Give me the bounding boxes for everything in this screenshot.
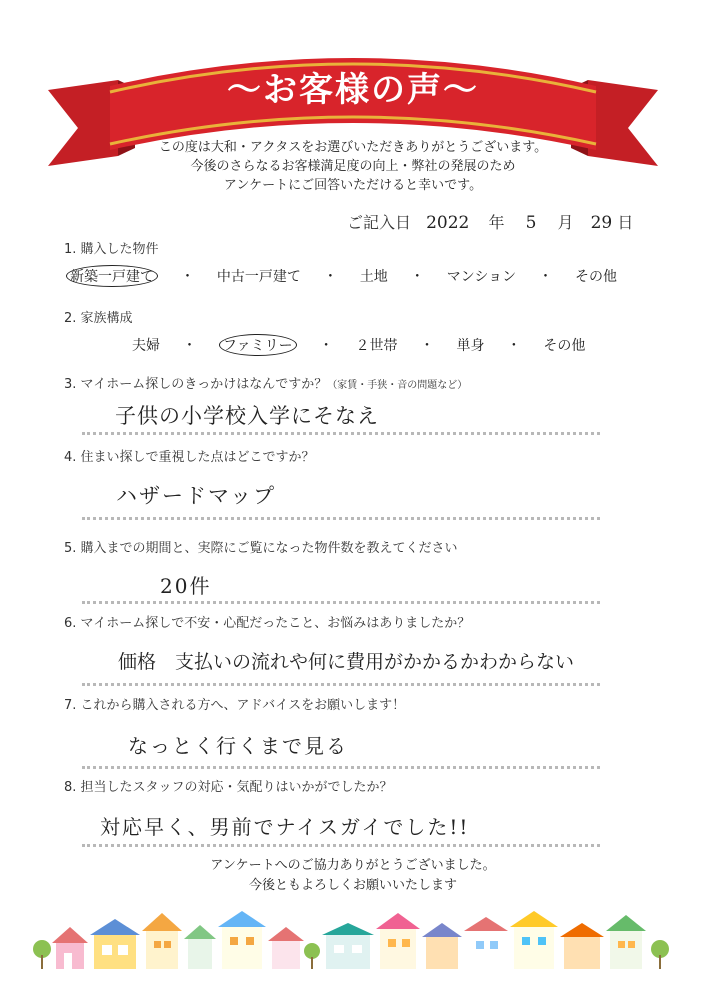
question-3-label — [64, 373, 467, 392]
answer-line — [82, 766, 600, 769]
date-row — [347, 210, 633, 233]
answer-line — [82, 601, 600, 604]
intro-line: アンケートにご回答いただけると幸いです。 — [223, 178, 483, 193]
date-label: ご記入日 — [347, 213, 412, 232]
option: 単身 — [456, 338, 485, 354]
thanks-text — [0, 856, 706, 896]
date-year-unit: 年 — [488, 213, 505, 232]
option: その他 — [543, 338, 586, 354]
answer-5: 20件 — [160, 574, 212, 598]
house-icon — [560, 923, 604, 969]
house-icon — [376, 913, 420, 969]
house-icon — [422, 923, 462, 969]
tree-icon — [651, 940, 669, 969]
date-year: 2022 — [426, 213, 470, 233]
question-2-options: 夫婦 ・ ファミリー ・ ２世帯 ・ 単身 ・ その他 — [132, 334, 585, 356]
house-icon — [142, 913, 182, 969]
intro-line: 今後のさらなるお客様満足度の向上・弊社の発展のため — [190, 159, 516, 174]
date-month-unit: 月 — [557, 213, 574, 232]
question-1-options: 新築一戸建て ・ 中古一戸建て ・ 土地 ・ マンション ・ その他 — [66, 265, 617, 287]
answer-3: 子供の小学校入学にそなえ — [115, 404, 379, 428]
answer-6: 価格 支払いの流れや何に費用がかかるかわからない — [118, 651, 575, 673]
answer-8: 対応早く、男前でナイスガイでした!! — [100, 815, 470, 839]
option: ２世帯 — [355, 338, 398, 354]
option: 中古一戸建て — [216, 269, 301, 285]
house-icon — [510, 911, 558, 969]
option-selected: ファミリー — [219, 334, 297, 356]
answer-7: なっとく行くまで見る — [128, 734, 348, 758]
question-3-text: 3. マイホーム探しのきっかけはなんですか？ — [64, 377, 328, 392]
thanks-line: 今後ともよろしくお願いいたします — [248, 878, 457, 893]
house-icon — [218, 911, 266, 969]
date-month: 5 — [525, 213, 537, 233]
page-title: ～お客様の声～ — [227, 70, 479, 110]
question-7-label: 7. これから購入される方へ、アドバイスをお願いします！ — [64, 698, 406, 713]
house-icon — [90, 919, 140, 969]
house-icon — [268, 927, 304, 969]
option: 土地 — [359, 269, 388, 285]
house-icon — [184, 925, 216, 969]
answer-line — [82, 432, 600, 435]
question-1-label: 1. 購入した物件 — [64, 242, 159, 257]
house-icon — [606, 915, 646, 969]
option: その他 — [575, 269, 617, 285]
question-6-label: 6. マイホーム探しで不安・心配だったこと、お悩みはありましたか？ — [64, 616, 471, 631]
house-icon — [322, 923, 374, 969]
tree-icon — [304, 943, 320, 969]
question-3-note: （家賃・手狭・音の問題など） — [327, 380, 468, 391]
house-icon — [52, 927, 88, 969]
option: マンション — [446, 269, 517, 285]
houses-illustration — [30, 905, 680, 975]
answer-line — [82, 683, 600, 686]
date-day: 29 — [590, 213, 613, 233]
date-day-unit: 日 — [617, 213, 634, 232]
answer-line — [82, 844, 600, 847]
question-8-label: 8. 担当したスタッフの対応・気配りはいかがでしたか？ — [64, 780, 393, 795]
option: 夫婦 — [132, 338, 160, 354]
answer-4: ハザードマップ — [116, 484, 277, 508]
question-5-label: 5. 購入までの期間と、実際にご覧になった物件数を教えてください — [64, 541, 458, 556]
tree-icon — [33, 940, 51, 969]
question-2-label: 2. 家族構成 — [64, 311, 133, 326]
house-icon — [464, 917, 508, 969]
thanks-line: アンケートへのご協力ありがとうございました。 — [210, 858, 496, 873]
question-4-label: 4. 住まい探しで重視した点はどこですか？ — [64, 450, 315, 465]
intro-line: この度は大和・アクタスをお選びいただきありがとうございます。 — [158, 140, 548, 155]
option-selected: 新築一戸建て — [66, 265, 158, 287]
intro-text — [0, 138, 706, 195]
answer-line — [82, 517, 600, 520]
